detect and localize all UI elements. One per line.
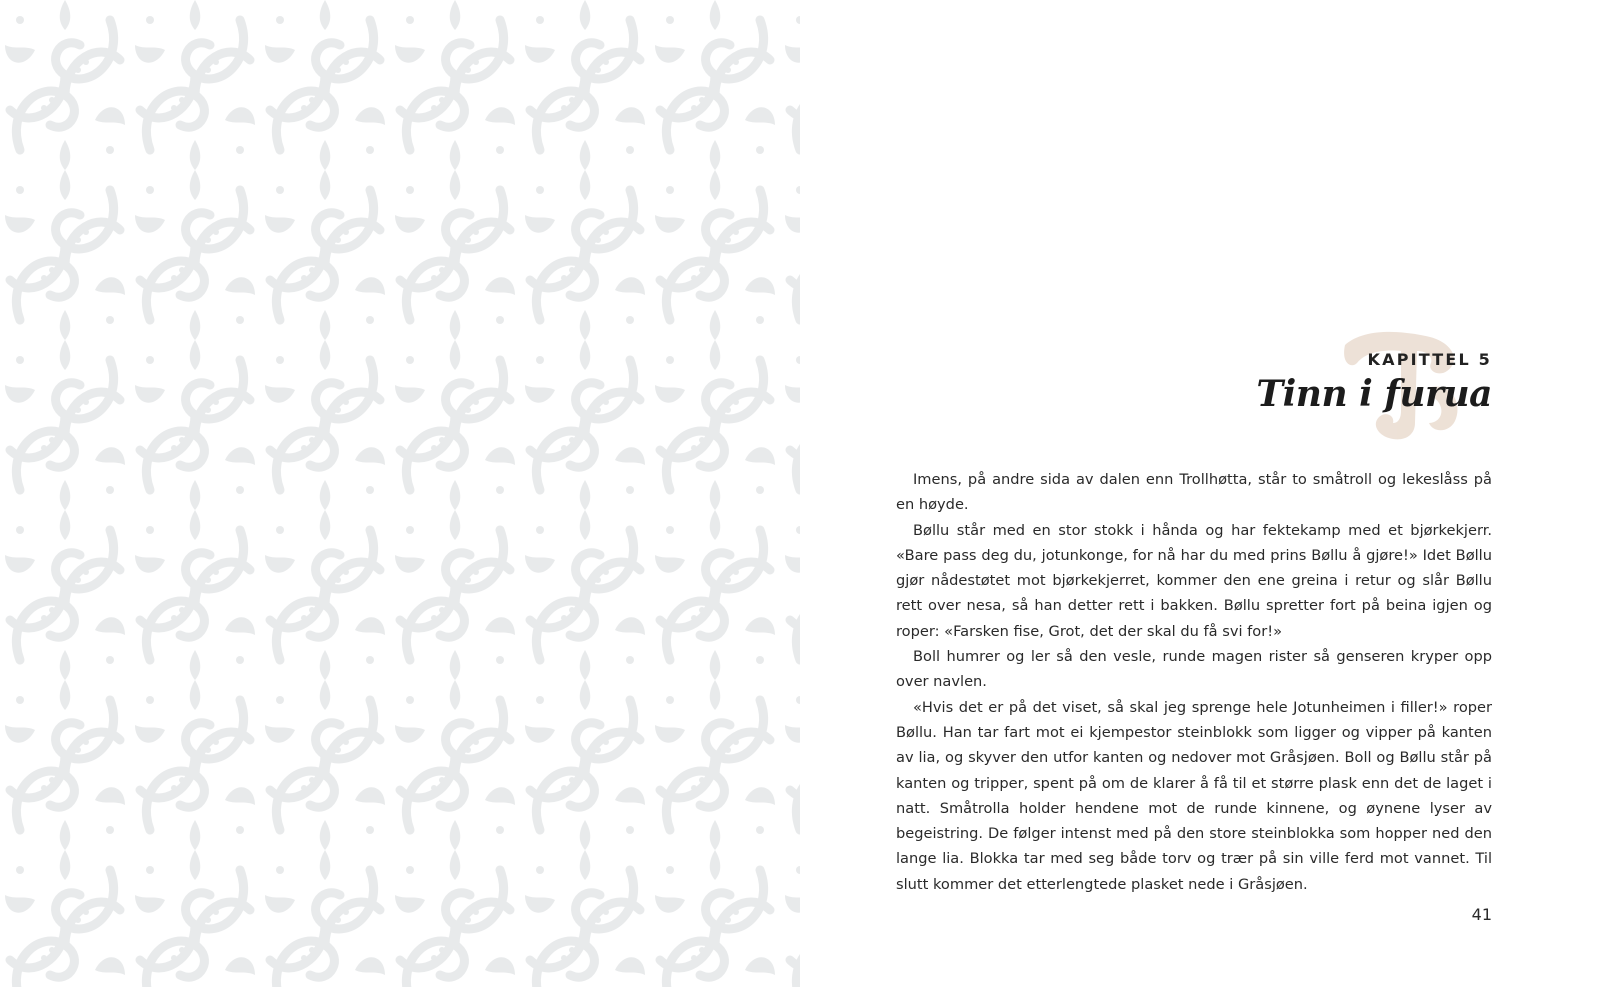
paragraph: Imens, på andre sida av dalen enn Trollhøtta, står to småtroll og lekeslåss på en høyde. [896, 471, 1492, 514]
paragraph: «Hvis det er på det viset, så skal jeg sprenge hele Jotunheimen i filler!» roper Bøllu. Han tar fart mot ei kjempestor steinblokk som ligger og vipper på kanten av lia, og skyver den utfor kanten og nedover mot Gråsjøen. Boll og Bøllu står på kanten og tripper, spent på om de klarer å få til et større plask enn det de laget i natt. Småtrolla holder hendene mot de runde kinnene, og øynene lyser av begeistring. De følger intenst med på den store steinblokka som hopper ned den lange lia. Blokka tar med seg både torv og trær på sin ville ferd mot vannet. Til slutt kommer det etterlengtede plasket nede i Gråsjøen. [896, 698, 1492, 893]
page-number: 41 [1471, 905, 1492, 924]
chapter-title: Tinn i furua [1256, 373, 1492, 415]
chapter-label: KAPITTEL 5 [1367, 350, 1492, 369]
paragraph: Bøllu står med en stor stokk i hånda og har fektekamp med et bjørkekjerr. «Bare pass deg du, jotunkonge, for nå har du med prins Bøllu å gjøre!» Idet Bøllu gjør nådestøtet mot bjørkekjerret, kommer den ene greina i retur og slår Bøllu rett over nesa, så han detter rett i bakken. Bøllu spretter fort på beina igjen og roper: «Farsken fise, Grot, det der skal du få svi for!» [896, 521, 1492, 640]
paragraph: Boll humrer og ler så den vesle, runde magen rister så genseren kryper opp over navlen. [896, 648, 1492, 691]
chapter-body [896, 467, 1492, 897]
right-page [800, 0, 1600, 987]
